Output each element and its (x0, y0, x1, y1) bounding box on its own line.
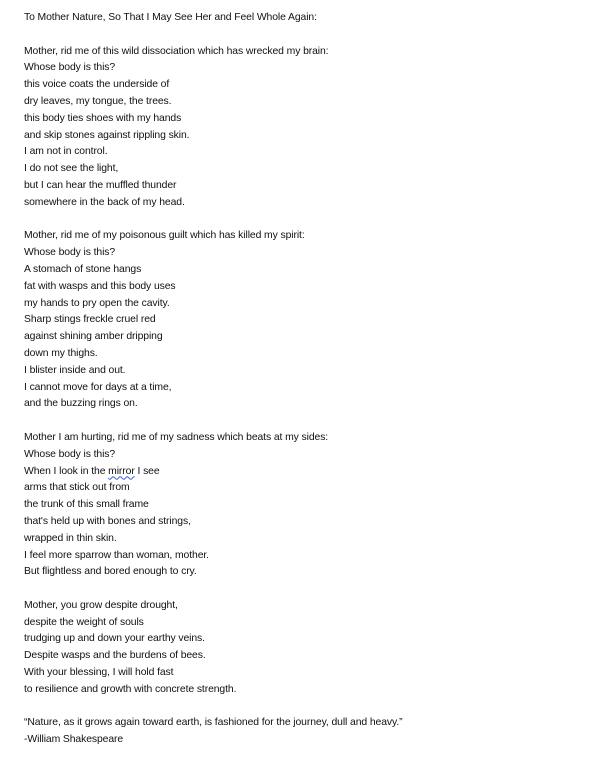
poem-line: Mother I am hurting, rid me of my sadness which beats at my sides: (24, 431, 329, 443)
poem-line: somewhere in the back of my head. (24, 196, 185, 208)
stanza-gap (24, 212, 594, 229)
poem-line: to resilience and growth with concrete strength. (24, 683, 237, 695)
poem-line: and skip stones against rippling skin. (24, 129, 190, 141)
poem-line: Mother, rid me of this wild dissociation which has wrecked my brain: (24, 45, 329, 57)
poem-line: A stomach of stone hangs (24, 263, 142, 275)
spellcheck-flagged-word[interactable]: mirror (108, 465, 135, 477)
poem-line: this body ties shoes with my hands (24, 112, 182, 124)
stanza-3 (24, 430, 594, 581)
stanza-gap (24, 581, 594, 598)
poem-line: I am not in control. (24, 146, 108, 158)
stanza-1 (24, 44, 594, 212)
stanza-gap (24, 699, 594, 716)
poem-line: I feel more sparrow than woman, mother. (24, 549, 209, 561)
poem-line: Whose body is this? (24, 448, 116, 460)
poem-line: down my thighs. (24, 347, 98, 359)
stanza-gap (24, 413, 594, 430)
poem-title: To Mother Nature, So That I May See Her and Feel Whole Again: (24, 12, 317, 23)
quote-attribution: -William Shakespeare (24, 734, 124, 746)
poem-line: I do not see the light, (24, 163, 119, 175)
poem-line: I cannot move for days at a time, (24, 381, 172, 393)
poem-line: against shining amber dripping (24, 331, 163, 343)
poem-line: Sharp stings freckle cruel red (24, 314, 156, 326)
poem-line: arms that stick out from (24, 482, 130, 494)
poem-line: this voice coats the underside of (24, 79, 170, 91)
document-page (24, 10, 594, 749)
poem-line: fat with wasps and this body uses (24, 280, 176, 292)
stanza-4 (24, 598, 594, 699)
poem-line: and the buzzing rings on. (24, 398, 138, 410)
poem-line: With your blessing, I will hold fast (24, 667, 174, 679)
poem-line: Whose body is this? (24, 247, 116, 259)
poem-line: my hands to pry open the cavity. (24, 297, 170, 309)
poem-line: Despite wasps and the burdens of bees. (24, 650, 206, 662)
poem-line: I blister inside and out. (24, 364, 126, 376)
poem-line: wrapped in thin skin. (24, 532, 117, 544)
poem-line: despite the weight of souls (24, 616, 144, 628)
poem-line: dry leaves, my tongue, the trees. (24, 95, 172, 107)
mirror-line-after: I see (134, 465, 160, 477)
poem-line: the trunk of this small frame (24, 499, 149, 511)
poem-line: Mother, you grow despite drought, (24, 599, 178, 611)
poem-line: But flightless and bored enough to cry. (24, 566, 197, 578)
poem-line: that's held up with bones and strings, (24, 515, 191, 527)
stanza-gap (24, 27, 594, 44)
epigraph-quote: “Nature, as it grows again toward earth, is fashioned for the journey, dull and heavy.” (24, 717, 403, 729)
poem-line: Mother, rid me of my poisonous guilt which has killed my spirit: (24, 230, 305, 242)
poem-line: but I can hear the muffled thunder (24, 179, 177, 191)
poem-line-mirror (24, 464, 594, 481)
stanza-2 (24, 228, 594, 413)
mirror-line-before: When I look in the (24, 465, 109, 477)
poem-line: Whose body is this? (24, 62, 116, 74)
poem-line: trudging up and down your earthy veins. (24, 633, 205, 645)
